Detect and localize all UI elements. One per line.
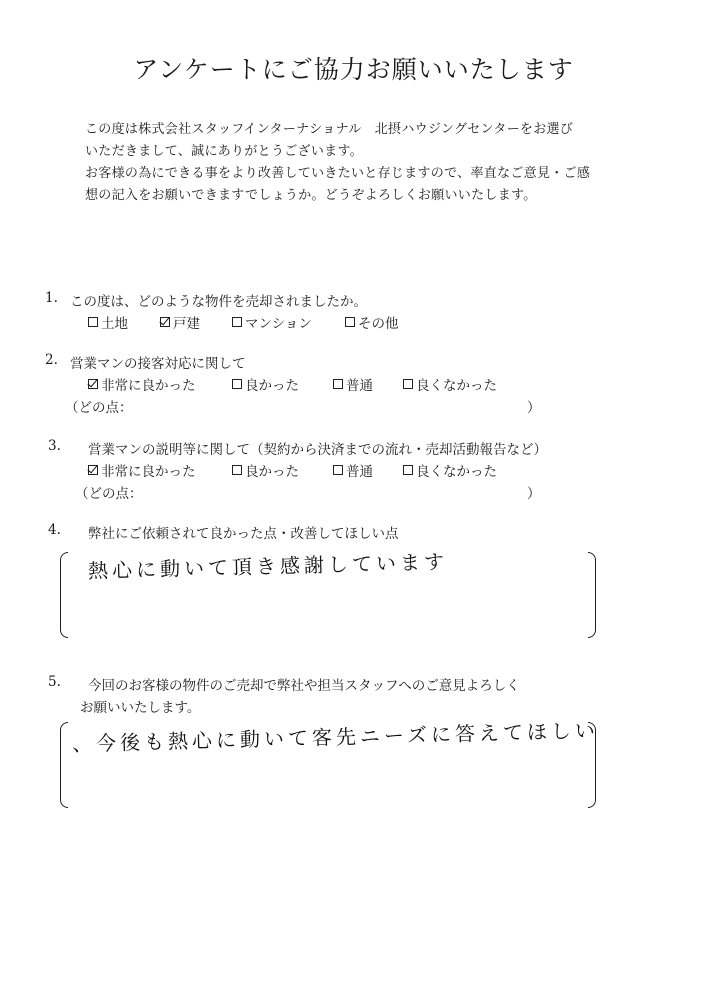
q2-detail-close: ）	[527, 400, 541, 416]
q3-detail-close: ）	[527, 486, 541, 502]
q3-detail-open: （どの点：	[75, 486, 143, 502]
checked-checkbox-icon	[88, 379, 98, 389]
q5-question-line-1: 今回のお客様の物件のご売却で弊社や担当スタッフへのご意見よろしく	[88, 678, 520, 694]
q1-option-mansion[interactable]: マンション	[232, 312, 312, 332]
q5-handwritten-answer: 、今後も熱心に動いて客先ニーズに答えてほしい	[71, 718, 600, 756]
q5-question-line-2: お願いいたします。	[80, 700, 201, 716]
q2-option-good[interactable]: 良かった	[232, 374, 299, 394]
q5-number: 5.	[48, 674, 61, 690]
q3-option-very-good[interactable]: 非常に良かった	[88, 460, 196, 480]
q1-option-land[interactable]: 土地	[88, 312, 128, 332]
checkbox-icon	[88, 317, 98, 327]
checkbox-icon	[345, 317, 355, 327]
checkbox-icon	[333, 465, 343, 475]
q1-option-house[interactable]: 戸建	[160, 312, 200, 332]
page-title: アンケートにご協力お願いいたします	[133, 55, 574, 84]
q4-question: 弊社にご依頼されて良かった点・改善してほしい点	[88, 526, 399, 542]
q2-option-normal[interactable]: 普通	[333, 374, 373, 394]
intro-line-3: お客様の為にできる事をより改善していきたいと存じますので、率直なご意見・ご感	[85, 166, 591, 181]
q1-option-other[interactable]: その他	[345, 312, 399, 332]
q4-answer-bracket-left	[60, 552, 68, 638]
q3-number: 3.	[48, 438, 61, 454]
q4-number: 4.	[48, 522, 61, 538]
checkbox-icon	[403, 379, 413, 389]
q3-option-not-good[interactable]: 良くなかった	[403, 460, 497, 480]
checkbox-icon	[232, 379, 242, 389]
q4-handwritten-answer: 熱心に動いて頂き感謝しています	[87, 549, 449, 583]
checkbox-icon	[232, 465, 242, 475]
q2-question: 営業マンの接客対応に関して	[70, 356, 246, 372]
checkbox-icon	[232, 317, 242, 327]
checked-checkbox-icon	[88, 465, 98, 475]
q1-question: この度は、どのような物件を売却されましたか。	[70, 294, 367, 310]
intro-line-1: この度は株式会社スタッフインターナショナル 北摂ハウジングセンターをお選び	[85, 122, 574, 137]
q4-answer-bracket-right	[588, 552, 596, 638]
q2-detail-open: （どの点：	[65, 400, 133, 416]
q2-option-not-good[interactable]: 良くなかった	[403, 374, 497, 394]
checkbox-icon	[403, 465, 413, 475]
q3-option-normal[interactable]: 普通	[333, 460, 373, 480]
q2-number: 2.	[45, 352, 58, 368]
q1-number: 1.	[45, 290, 58, 306]
q5-answer-bracket-left	[60, 722, 68, 808]
intro-line-4: 想の記入をお願いできますでしょうか。どうぞよろしくお願いいたします。	[85, 188, 537, 203]
checkbox-icon	[333, 379, 343, 389]
intro-line-2: いただきまして、誠にありがとうございます。	[85, 144, 364, 159]
checked-checkbox-icon	[160, 317, 170, 327]
q2-option-very-good[interactable]: 非常に良かった	[88, 374, 196, 394]
q3-question: 営業マンの説明等に関して（契約から決済までの流れ・売却活動報告など）	[88, 442, 547, 458]
q3-option-good[interactable]: 良かった	[232, 460, 299, 480]
